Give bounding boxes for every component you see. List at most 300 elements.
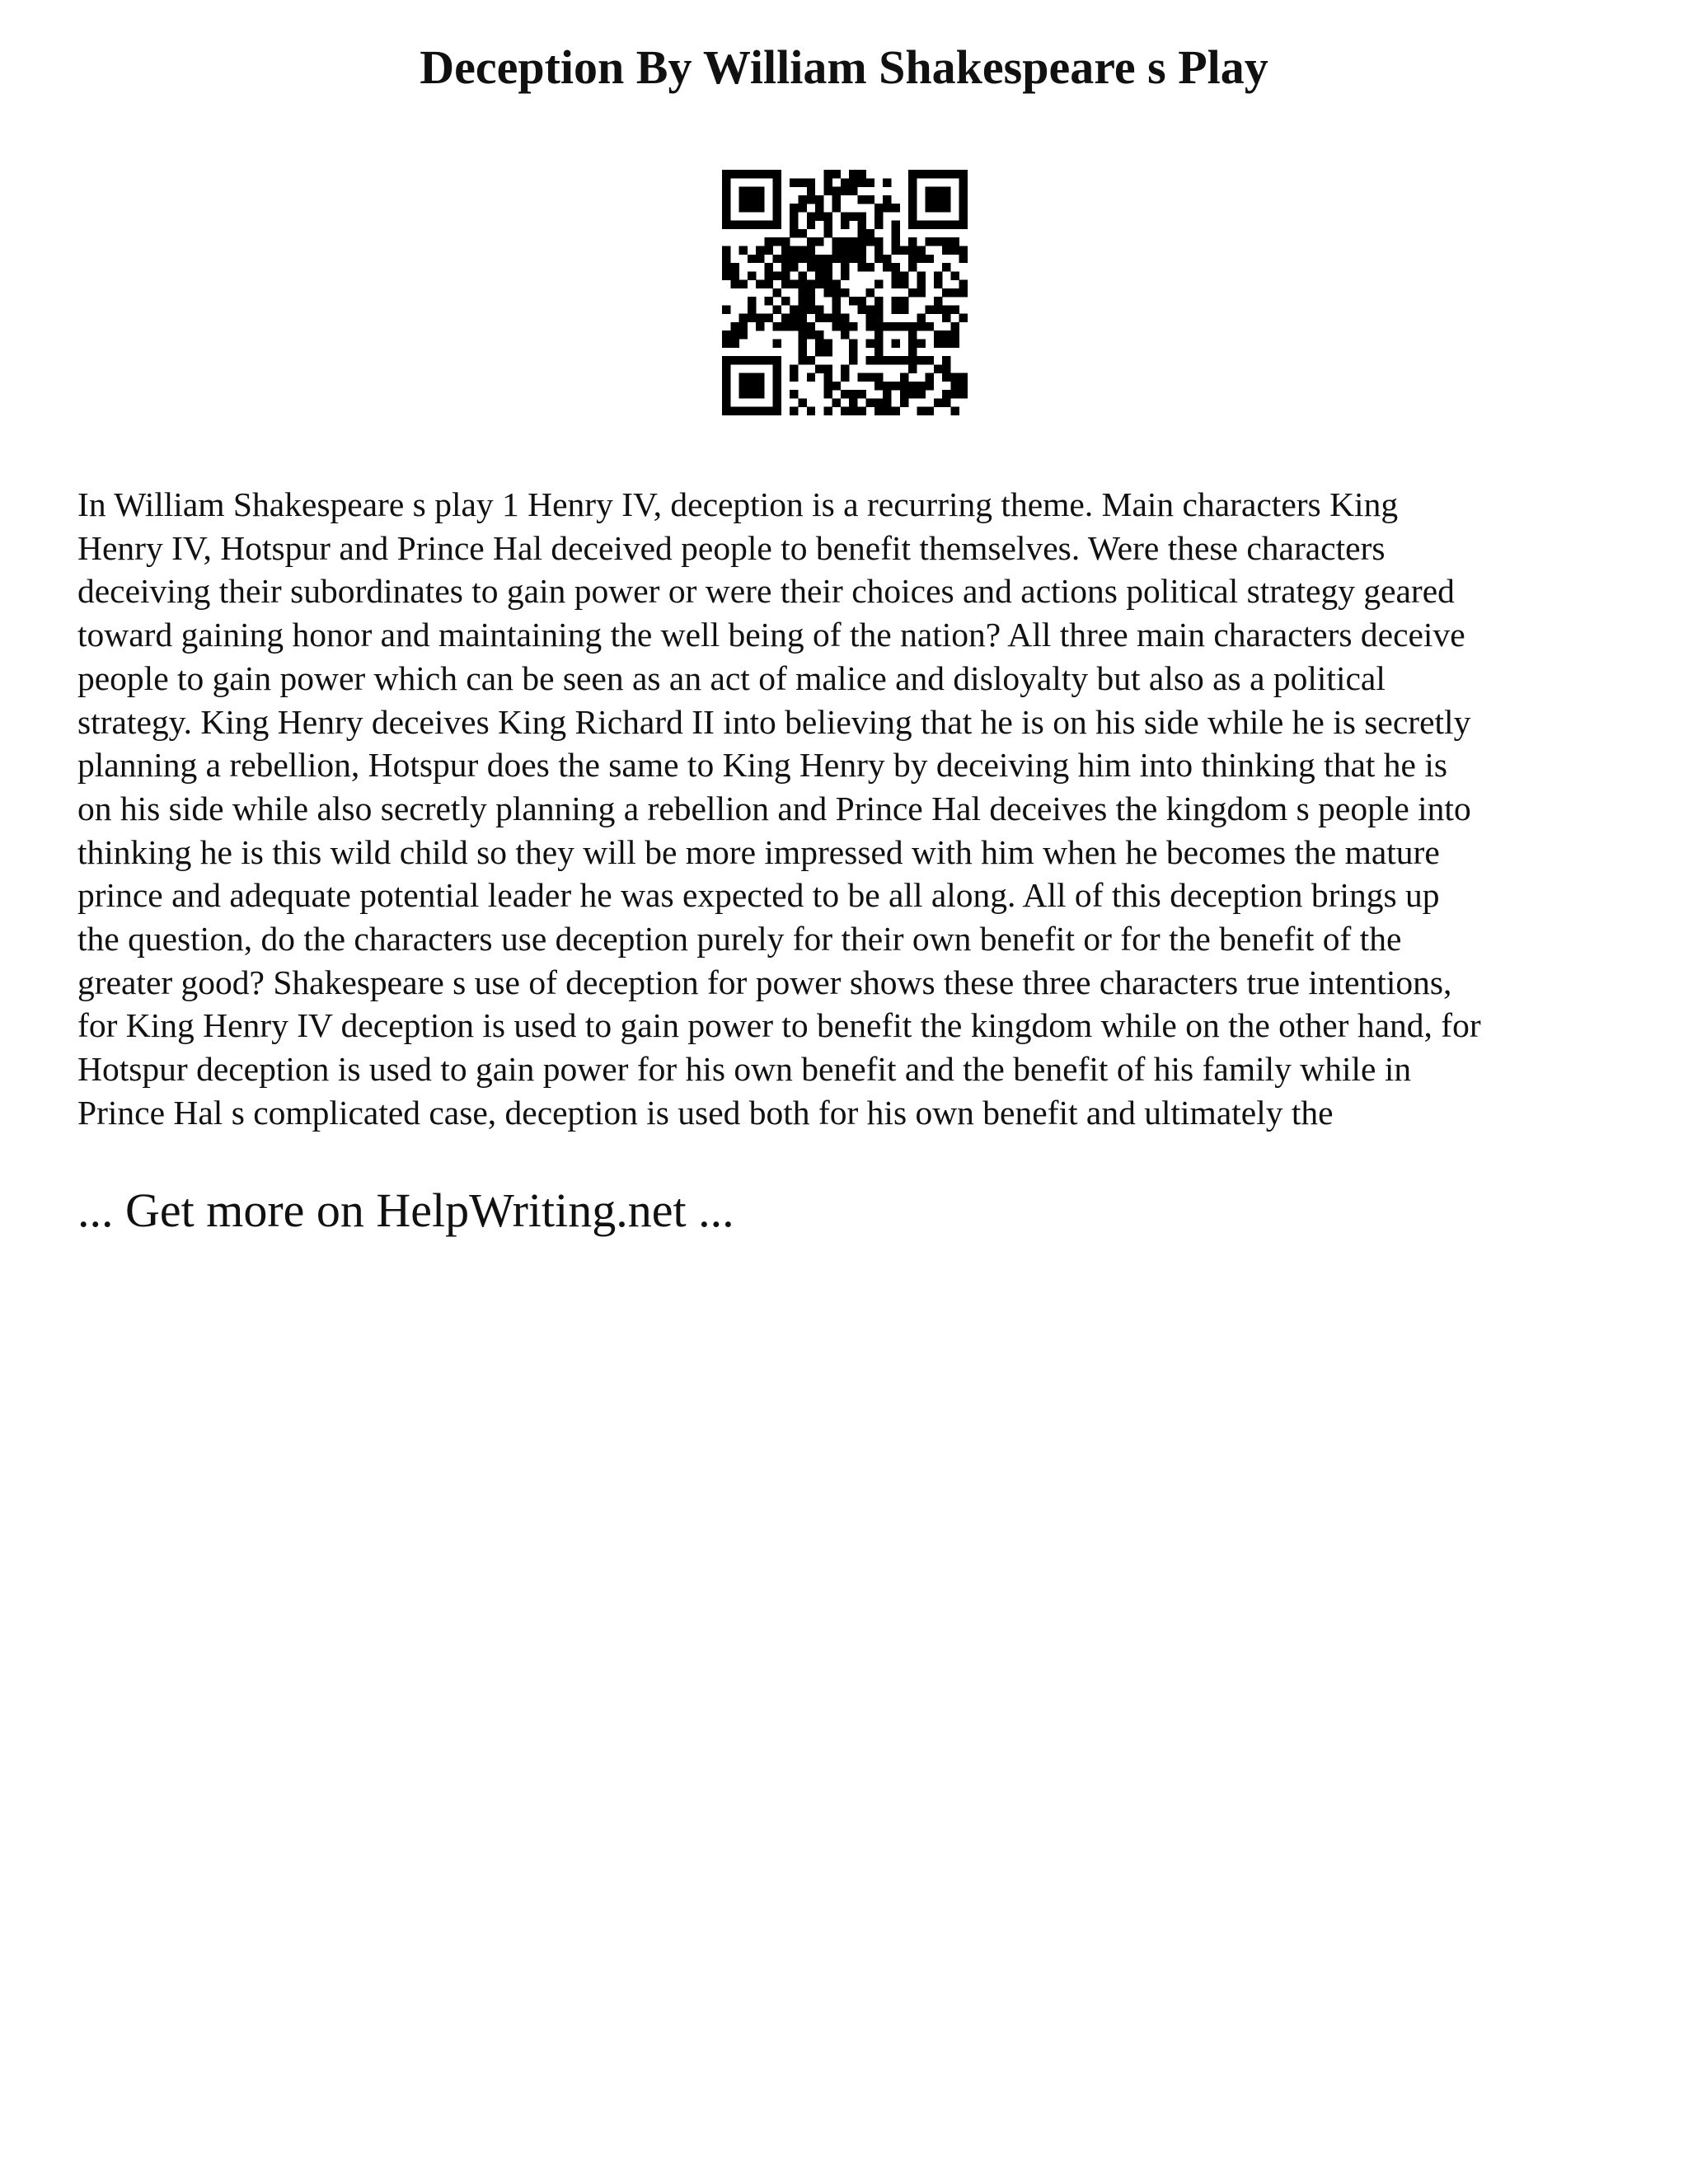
qr-module <box>959 204 968 212</box>
qr-module <box>849 356 857 364</box>
qr-module <box>790 322 798 330</box>
qr-module <box>883 390 891 398</box>
qr-module <box>832 237 841 246</box>
qr-module <box>874 246 883 254</box>
body-line: In William Shakespeare s play 1 Henry IV, deception is a recurring theme. Main characters King <box>77 485 1399 523</box>
qr-module <box>832 187 841 195</box>
qr-module <box>917 255 925 263</box>
qr-module <box>950 373 959 382</box>
qr-module <box>841 314 849 322</box>
qr-module <box>739 373 748 382</box>
qr-module <box>823 187 832 195</box>
qr-module <box>790 373 798 382</box>
qr-module <box>908 340 917 348</box>
qr-module <box>807 237 815 246</box>
qr-module <box>823 229 832 237</box>
qr-module <box>874 305 883 313</box>
qr-module <box>959 187 968 195</box>
body-line: strategy. King Henry deceives King Richard II into believing that he is on his side while he is secretly <box>77 702 1471 741</box>
qr-module <box>934 280 942 288</box>
qr-module <box>841 212 849 220</box>
qr-module <box>798 398 806 406</box>
qr-module <box>849 348 857 356</box>
qr-module <box>950 322 959 330</box>
qr-module <box>857 212 865 220</box>
qr-module <box>900 305 908 313</box>
qr-module <box>900 398 908 406</box>
qr-module <box>807 178 815 186</box>
qr-module <box>739 246 748 254</box>
qr-module <box>798 322 806 330</box>
qr-module <box>857 178 865 186</box>
qr-module <box>849 178 857 186</box>
qr-module <box>832 297 841 305</box>
qr-module <box>883 263 891 271</box>
qr-module <box>934 398 942 406</box>
qr-module <box>832 288 841 297</box>
qr-module <box>841 187 849 195</box>
qr-module <box>815 314 823 322</box>
qr-module <box>798 229 806 237</box>
qr-module <box>892 382 900 390</box>
qr-module <box>773 322 781 330</box>
qr-module <box>815 330 823 339</box>
qr-module <box>798 305 806 313</box>
qr-module <box>917 170 925 178</box>
qr-module <box>942 356 950 364</box>
qr-module <box>823 178 832 186</box>
qr-module <box>781 237 790 246</box>
qr-module <box>883 195 891 204</box>
qr-module <box>942 288 950 297</box>
qr-module <box>773 271 781 279</box>
qr-module <box>730 271 738 279</box>
qr-module <box>722 187 730 195</box>
qr-module <box>857 195 865 204</box>
qr-module <box>748 390 756 398</box>
qr-module <box>748 255 756 263</box>
qr-module <box>730 340 738 348</box>
qr-module <box>908 348 917 356</box>
qr-module <box>807 305 815 313</box>
qr-module <box>908 237 917 246</box>
qr-module <box>917 246 925 254</box>
qr-module <box>798 288 806 297</box>
qr-module <box>874 204 883 212</box>
qr-module <box>823 364 832 373</box>
qr-module <box>959 178 968 186</box>
qr-module <box>908 221 917 229</box>
qr-module <box>823 288 832 297</box>
qr-module <box>950 221 959 229</box>
qr-module <box>756 373 764 382</box>
qr-module <box>849 187 857 195</box>
qr-module <box>790 212 798 220</box>
qr-module <box>926 187 934 195</box>
qr-module <box>959 382 968 390</box>
qr-module <box>934 305 942 313</box>
qr-module <box>908 322 917 330</box>
qr-module <box>790 390 798 398</box>
qr-module <box>908 178 917 186</box>
qr-module <box>807 263 815 271</box>
qr-module <box>866 263 874 271</box>
qr-module <box>917 390 925 398</box>
qr-module <box>722 246 730 254</box>
qr-module <box>942 390 950 398</box>
qr-module <box>823 382 832 390</box>
qr-module <box>764 170 772 178</box>
qr-module <box>790 263 798 271</box>
qr-module <box>849 322 857 330</box>
qr-module <box>959 255 968 263</box>
qr-module <box>773 178 781 186</box>
qr-module <box>807 322 815 330</box>
qr-module <box>934 195 942 204</box>
body-line: people to gain power which can be seen as an act of malice and disloyalty but also as a political <box>77 658 1386 697</box>
qr-module <box>874 212 883 220</box>
qr-module <box>739 356 748 364</box>
qr-module <box>926 255 934 263</box>
qr-module <box>739 204 748 212</box>
qr-module <box>849 390 857 398</box>
qr-module <box>857 297 865 305</box>
qr-module <box>823 340 832 348</box>
qr-module <box>756 204 764 212</box>
qr-module <box>857 170 865 178</box>
qr-module <box>756 314 764 322</box>
qr-module <box>832 322 841 330</box>
qr-module <box>892 237 900 246</box>
qr-module <box>959 373 968 382</box>
qr-module <box>823 170 832 178</box>
qr-module <box>883 382 891 390</box>
qr-module <box>823 212 832 220</box>
qr-module <box>781 246 790 254</box>
qr-module <box>908 212 917 220</box>
qr-module <box>773 305 781 313</box>
qr-module <box>798 356 806 364</box>
qr-module <box>764 297 772 305</box>
qr-module <box>722 390 730 398</box>
qr-module <box>823 271 832 279</box>
qr-module <box>926 373 934 382</box>
qr-module <box>798 255 806 263</box>
qr-module <box>857 373 865 382</box>
qr-module <box>781 263 790 271</box>
qr-module <box>798 348 806 356</box>
body-line: Henry IV, Hotspur and Prince Hal deceived people to benefit themselves. Were these characters <box>77 528 1386 567</box>
qr-module <box>807 195 815 204</box>
qr-module <box>756 221 764 229</box>
qr-module <box>942 170 950 178</box>
qr-module <box>722 195 730 204</box>
qr-module <box>874 237 883 246</box>
qr-module <box>807 407 815 415</box>
qr-module <box>798 178 806 186</box>
qr-module <box>764 271 772 279</box>
qr-module <box>942 305 950 313</box>
qr-module <box>722 373 730 382</box>
qr-module <box>823 390 832 398</box>
qr-module <box>942 330 950 339</box>
qr-module <box>959 288 968 297</box>
qr-module <box>874 314 883 322</box>
qr-module <box>892 305 900 313</box>
qr-module <box>950 288 959 297</box>
qr-module <box>892 340 900 348</box>
qr-module <box>934 340 942 348</box>
qr-module <box>866 305 874 313</box>
qr-module <box>841 271 849 279</box>
qr-module <box>857 246 865 254</box>
qr-module <box>926 356 934 364</box>
qr-module <box>832 280 841 288</box>
qr-module <box>815 195 823 204</box>
qr-module <box>841 255 849 263</box>
qr-module <box>781 314 790 322</box>
qr-module <box>739 382 748 390</box>
qr-module <box>832 398 841 406</box>
qr-module <box>748 170 756 178</box>
qr-module <box>722 170 730 178</box>
qr-module <box>934 204 942 212</box>
qr-module <box>942 246 950 254</box>
qr-module <box>722 221 730 229</box>
qr-module <box>748 407 756 415</box>
qr-module <box>790 305 798 313</box>
qr-module <box>815 305 823 313</box>
qr-module <box>874 221 883 229</box>
qr-module <box>807 246 815 254</box>
qr-module <box>823 221 832 229</box>
qr-module <box>959 212 968 220</box>
body-line: planning a rebellion, Hotspur does the same to King Henry by deceiving him into thinking that he is <box>77 746 1448 785</box>
qr-module <box>798 330 806 339</box>
qr-module <box>917 314 925 322</box>
qr-module <box>841 407 849 415</box>
qr-module <box>807 221 815 229</box>
qr-module <box>926 195 934 204</box>
qr-module <box>722 212 730 220</box>
qr-module <box>908 330 917 339</box>
qr-module <box>764 356 772 364</box>
qr-module <box>950 246 959 254</box>
qr-module <box>756 187 764 195</box>
qr-module <box>722 178 730 186</box>
qr-module <box>841 330 849 339</box>
qr-module <box>942 263 950 271</box>
qr-module <box>926 382 934 390</box>
qr-module <box>815 348 823 356</box>
qr-module <box>739 330 748 339</box>
qr-module <box>798 204 806 212</box>
qr-module <box>900 390 908 398</box>
qr-module <box>832 382 841 390</box>
qr-module <box>892 322 900 330</box>
qr-module <box>926 204 934 212</box>
qr-module <box>959 390 968 398</box>
qr-module <box>883 255 891 263</box>
qr-module <box>756 356 764 364</box>
qr-module <box>823 255 832 263</box>
qr-module <box>815 204 823 212</box>
qr-module <box>756 382 764 390</box>
qr-module <box>908 364 917 373</box>
qr-module <box>773 288 781 297</box>
body-line: the question, do the characters use deception purely for their own benefit or for the benefit of the <box>77 920 1402 958</box>
qr-module <box>959 170 968 178</box>
qr-module <box>883 178 891 186</box>
qr-module <box>950 170 959 178</box>
qr-module <box>942 221 950 229</box>
qr-module <box>739 195 748 204</box>
qr-module <box>849 170 857 178</box>
qr-module <box>841 322 849 330</box>
qr-module <box>866 314 874 322</box>
qr-module <box>950 407 959 415</box>
qr-module <box>773 398 781 406</box>
qr-module <box>857 390 865 398</box>
qr-module <box>739 221 748 229</box>
qr-module <box>790 229 798 237</box>
qr-module <box>807 187 815 195</box>
qr-module <box>874 356 883 364</box>
body-line: thinking he is this wild child so they will be more impressed with him when he becomes the mature <box>77 832 1440 871</box>
qr-module <box>950 271 959 279</box>
qr-module <box>883 356 891 364</box>
qr-module <box>874 280 883 288</box>
qr-module <box>874 382 883 390</box>
qr-module <box>730 263 738 271</box>
qr-module <box>874 322 883 330</box>
qr-module <box>900 297 908 305</box>
qr-module <box>790 221 798 229</box>
qr-module <box>756 246 764 254</box>
qr-module <box>926 221 934 229</box>
qr-module <box>874 340 883 348</box>
qr-module <box>841 178 849 186</box>
qr-module <box>730 221 738 229</box>
qr-module <box>857 255 865 263</box>
qr-module <box>832 170 841 178</box>
qr-module <box>917 340 925 348</box>
qr-module <box>883 407 891 415</box>
qr-module <box>722 330 730 339</box>
document-title: Deception By William Shakespeare s Play <box>420 40 1268 94</box>
qr-module <box>773 356 781 364</box>
qr-module <box>900 322 908 330</box>
qr-module <box>942 237 950 246</box>
qr-module <box>849 340 857 348</box>
qr-module <box>798 340 806 348</box>
qr-module <box>748 195 756 204</box>
qr-module <box>807 373 815 382</box>
qr-module <box>942 364 950 373</box>
qr-module <box>934 237 942 246</box>
qr-module <box>748 305 756 313</box>
body-line: deceiving their subordinates to gain power or were their choices and actions political strategy geared <box>77 572 1455 611</box>
qr-module <box>781 255 790 263</box>
body-line: toward gaining honor and maintaining the well being of the nation? All three main characters deceive <box>77 616 1465 654</box>
qr-module <box>730 322 738 330</box>
qr-module <box>823 407 832 415</box>
qr-module <box>942 340 950 348</box>
body-paragraph <box>77 483 1627 1135</box>
qr-module <box>823 348 832 356</box>
qr-module <box>773 187 781 195</box>
qr-module <box>722 407 730 415</box>
qr-module <box>866 178 874 186</box>
qr-module <box>883 204 891 212</box>
qr-module <box>942 187 950 195</box>
qr-module <box>950 330 959 339</box>
qr-module <box>832 305 841 313</box>
qr-module <box>773 255 781 263</box>
qr-module <box>722 356 730 364</box>
body-line: prince and adequate potential leader he was expected to be all along. All of this deception brings up <box>77 876 1440 915</box>
qr-module <box>849 398 857 406</box>
qr-module <box>942 195 950 204</box>
qr-module <box>849 212 857 220</box>
qr-module <box>773 195 781 204</box>
qr-module <box>866 229 874 237</box>
qr-module <box>730 330 738 339</box>
qr-module <box>730 356 738 364</box>
qr-module <box>764 237 772 246</box>
qr-module <box>807 356 815 364</box>
qr-module <box>849 246 857 254</box>
qr-module <box>866 288 874 297</box>
qr-module <box>773 407 781 415</box>
qr-module <box>815 212 823 220</box>
qr-module <box>764 263 772 271</box>
qr-module <box>866 195 874 204</box>
qr-module <box>934 170 942 178</box>
qr-module <box>883 398 891 406</box>
qr-module <box>807 212 815 220</box>
qr-module <box>722 340 730 348</box>
qr-module <box>815 263 823 271</box>
qr-module <box>857 221 865 229</box>
qr-module <box>934 187 942 195</box>
qr-module <box>874 330 883 339</box>
qr-module <box>781 322 790 330</box>
qr-module <box>866 398 874 406</box>
qr-module <box>773 364 781 373</box>
qr-module <box>908 390 917 398</box>
qr-module <box>807 297 815 305</box>
qr-module <box>739 187 748 195</box>
qr-module <box>959 314 968 322</box>
qr-module <box>790 407 798 415</box>
qr-module <box>857 305 865 313</box>
get-more-link[interactable]: ... Get more on HelpWriting.net ... <box>77 1183 734 1237</box>
qr-module <box>908 288 917 297</box>
qr-module <box>773 382 781 390</box>
qr-module <box>798 297 806 305</box>
qr-module <box>832 255 841 263</box>
qr-module <box>722 204 730 212</box>
qr-module <box>908 255 917 263</box>
qr-module <box>781 280 790 288</box>
qr-module <box>959 246 968 254</box>
qr-module <box>832 195 841 204</box>
qr-module <box>917 322 925 330</box>
qr-module <box>823 280 832 288</box>
qr-module <box>841 221 849 229</box>
qr-module <box>764 280 772 288</box>
